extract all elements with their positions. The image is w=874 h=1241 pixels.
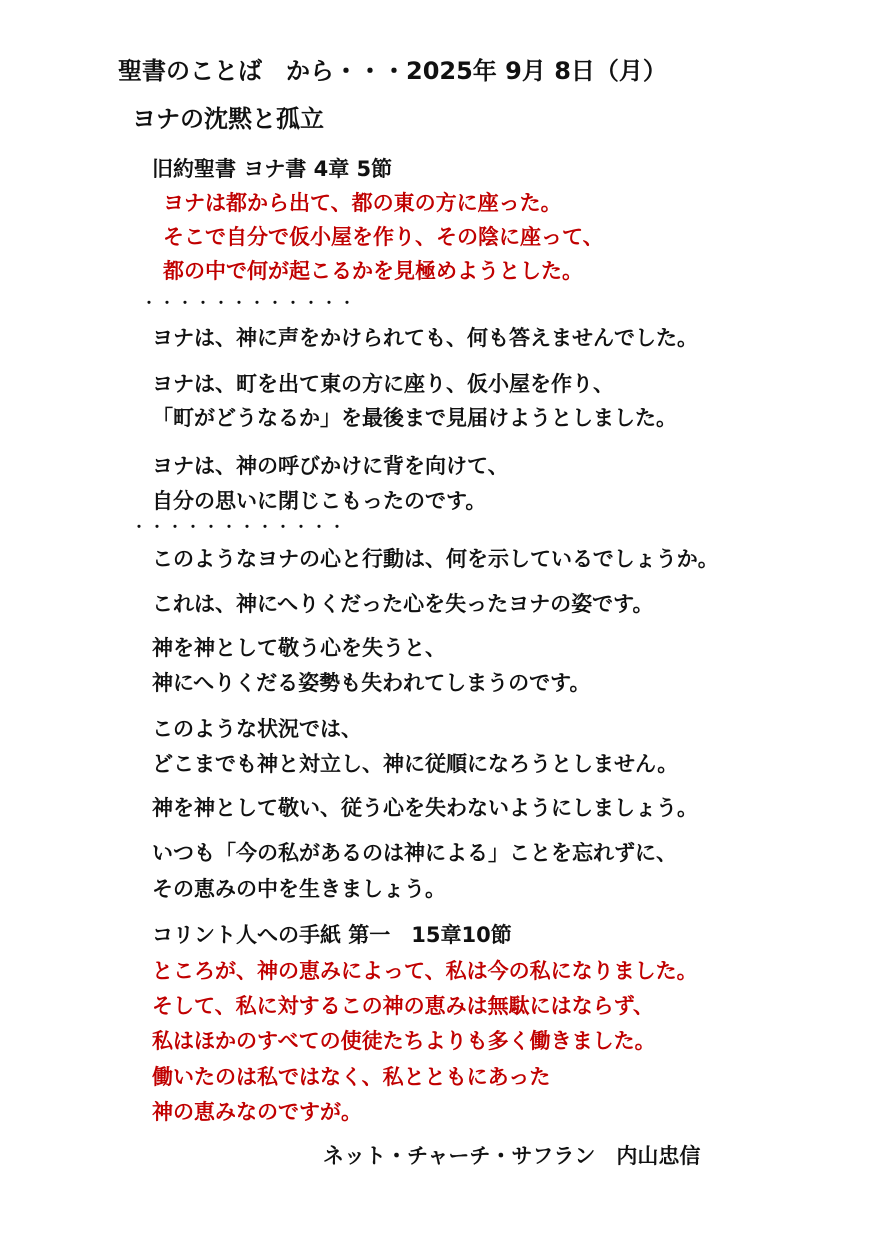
- body-line: ヨナは、町を出て東の方に座り、仮小屋を作り、: [152, 372, 614, 396]
- signature: ネット・チャーチ・サフラン 内山忠信: [323, 1144, 701, 1168]
- dot-separator: ・・・・・・・・・・・・: [132, 520, 348, 536]
- body-line: このような状況では、: [152, 717, 362, 741]
- body-line: 神を神として敬う心を失うと、: [152, 636, 446, 660]
- page-title: 聖書のことば から・・・2025年 9月 8日（月）: [118, 57, 667, 85]
- citation-corinthians: コリント人への手紙 第一 15章10節: [152, 923, 512, 947]
- verse-line: 神の恵みなのですが。: [152, 1100, 362, 1124]
- verse-line: ヨナは都から出て、都の東の方に座った。: [163, 191, 562, 215]
- body-line: 神を神として敬い、従う心を失わないようにしましょう。: [152, 796, 698, 820]
- body-line: いつも「今の私があるのは神による」ことを忘れずに、: [152, 841, 677, 865]
- body-line: ヨナは、神に声をかけられても、何も答えませんでした。: [152, 326, 698, 350]
- body-line: 「町がどうなるか」を最後まで見届けようとしました。: [152, 406, 677, 430]
- verse-line: 都の中で何が起こるかを見極めようとした。: [163, 259, 583, 283]
- body-line: これは、神にへりくだった心を失ったヨナの姿です。: [152, 592, 654, 616]
- citation-jonah: 旧約聖書 ヨナ書 4章 5節: [152, 157, 393, 181]
- verse-line: そこで自分で仮小屋を作り、その陰に座って、: [163, 225, 604, 249]
- body-line: どこまでも神と対立し、神に従順になろうとしません。: [152, 752, 679, 776]
- body-line: 神にへりくだる姿勢も失われてしまうのです。: [152, 671, 591, 695]
- verse-line: 私はほかのすべての使徒たちよりも多く働きました。: [152, 1029, 656, 1053]
- body-line: ヨナは、神の呼びかけに背を向けて、: [152, 454, 509, 478]
- verse-line: 働いたのは私ではなく、私とともにあった: [152, 1065, 551, 1089]
- body-line: 自分の思いに閉じこもったのです。: [152, 489, 487, 513]
- verse-line: そして、私に対するこの神の恵みは無駄にはならず、: [152, 994, 654, 1018]
- page-subtitle: ヨナの沈黙と孤立: [132, 105, 324, 133]
- dot-separator: ・・・・・・・・・・・・: [142, 296, 358, 312]
- verse-line: ところが、神の恵みによって、私は今の私になりました。: [152, 959, 698, 983]
- body-line: このようなヨナの心と行動は、何を示しているでしょうか。: [152, 547, 719, 571]
- body-line: その恵みの中を生きましょう。: [152, 877, 446, 901]
